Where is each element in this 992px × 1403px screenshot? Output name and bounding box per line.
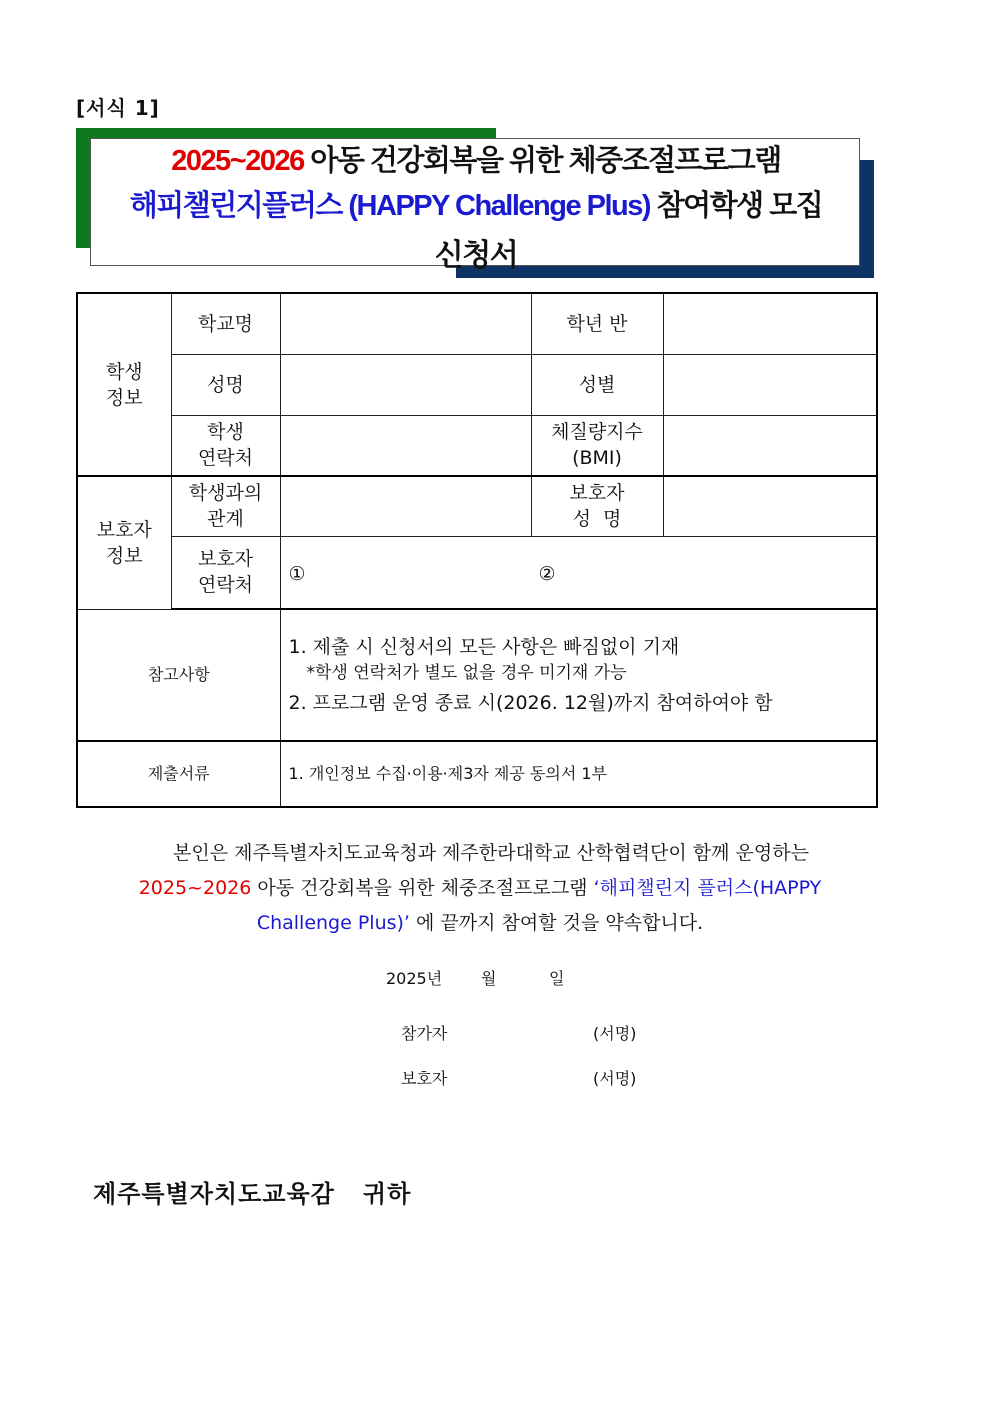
title-brand: 해피챌린지플러스 (HAPPY Challenge Plus) (129, 190, 651, 222)
name-field[interactable] (280, 354, 531, 415)
guardian-name-field[interactable] (663, 476, 877, 536)
bmi-field[interactable] (663, 415, 877, 476)
title-program: 아동 건강회복을 위한 체중조절프로그램 (303, 145, 781, 177)
date-month[interactable]: 월 (481, 969, 497, 988)
notes-label: 참고사항 (77, 609, 280, 741)
title-line-1 (76, 138, 876, 179)
pledge-line-3: Challenge Plus)’ 에 끝까지 참여할 것을 약속합니다. (256, 912, 704, 934)
guardian-contact-label: 보호자 연락처 (171, 536, 280, 609)
name-label: 성명 (171, 354, 280, 415)
guardian-label: 보호자 (401, 1069, 448, 1088)
note-2: 2. 프로그램 운영 종료 시(2026. 12월)까지 참여하여야 함 (288, 692, 773, 714)
title-recruit: 참여학생 모집 (650, 190, 823, 222)
notes-content (280, 609, 877, 741)
pledge-statement (100, 836, 860, 941)
date-year: 2025년 (386, 969, 443, 988)
title-line-3: 신청서 (434, 239, 518, 272)
school-name-label: 학교명 (171, 293, 280, 354)
relation-label: 학생과의 관계 (171, 476, 280, 536)
docs-label: 제출서류 (77, 741, 280, 807)
student-section-label: 학생 정보 (77, 293, 171, 476)
guardian-name-label: 보호자 성 명 (531, 476, 663, 536)
note-1: 1. 제출 시 신청서의 모든 사항은 빠짐없이 기재 (288, 636, 680, 658)
addressee: 제주특별자치도교육감 귀하 (93, 1180, 412, 1208)
title-year: 2025~2026 (171, 145, 304, 177)
guardian-contact-field[interactable] (280, 536, 877, 609)
guardian-section-label: 보호자 정보 (77, 476, 171, 609)
participant-label: 참가자 (401, 1024, 448, 1043)
school-name-field[interactable] (280, 293, 531, 354)
participant-signature[interactable]: (서명) (593, 1024, 637, 1043)
note-1-sub: *학생 연락처가 별도 없을 경우 미기재 가능 (306, 663, 627, 683)
title-block (76, 128, 876, 280)
gender-label: 성별 (531, 354, 663, 415)
docs-content: 1. 개인정보 수집·이용·제3자 제공 동의서 1부 (280, 741, 877, 807)
bmi-label: 체질량지수 (BMI) (531, 415, 663, 476)
student-contact-field[interactable] (280, 415, 531, 476)
date-day[interactable]: 일 (549, 969, 565, 988)
pledge-line-2: 2025~2026 아동 건강회복을 위한 체중조절프로그램 ‘해피챌린지 플러스(HAPPY (138, 877, 822, 899)
guardian-signature[interactable]: (서명) (593, 1069, 637, 1088)
title-line-2 (76, 183, 876, 224)
gender-field[interactable] (663, 354, 877, 415)
application-table (76, 292, 878, 808)
form-code: [서식 1] (76, 96, 160, 120)
contact-marker-2: ② (538, 562, 556, 585)
contact-marker-1: ① (288, 562, 306, 585)
pledge-line-1: 본인은 제주특별자치도교육청과 제주한라대학교 산학협력단이 함께 운영하는 (173, 842, 809, 864)
relation-field[interactable] (280, 476, 531, 536)
student-contact-label: 학생 연락처 (171, 415, 280, 476)
grade-class-label: 학년 반 (531, 293, 663, 354)
grade-class-field[interactable] (663, 293, 877, 354)
